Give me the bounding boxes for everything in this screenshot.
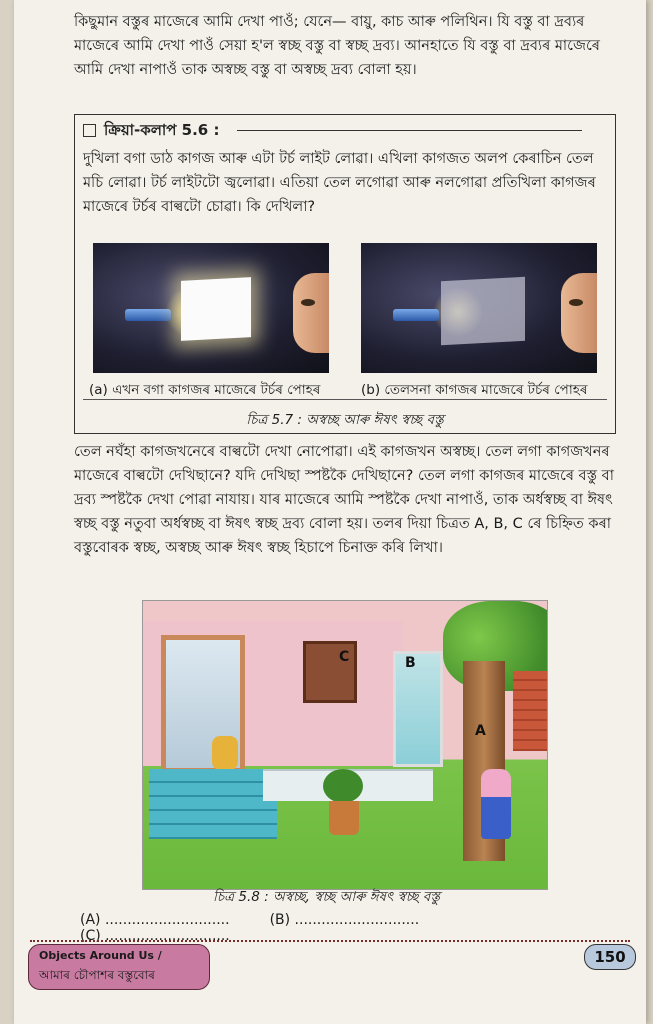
footer-assamese-title: আমাৰ চৌপাশৰ বস্তুবোৰ — [39, 968, 155, 982]
chapter-footer-box — [28, 944, 210, 990]
face-illustration — [561, 273, 597, 353]
face-illustration — [293, 273, 329, 353]
glass-door — [161, 635, 245, 773]
eye — [569, 299, 583, 306]
footer-english-title: Objects Around Us / — [39, 949, 162, 962]
label-b: B — [405, 655, 416, 671]
blank-a: (A) ............................ — [80, 912, 230, 928]
activity-text: দুখিলা বগা ডাঠ কাগজ আৰু এটা টৰ্চ লাইট লোৱা। এখিলা কাগজত অলপ কেৰাচিন তেল মচি লোৱা। টৰ্চ লাইটটো জ্বলোৱা। এতিয়া তেল লগোৱা আৰু নলগোৱা প্ৰতিখিলা কাগজৰ মাজেৰে টৰ্চৰ বাল্বটো চোৱা। কি দেখিলা? — [83, 151, 596, 215]
frosted-glass-panel — [393, 651, 443, 767]
torch-paper-image-b — [361, 243, 597, 373]
torch-icon — [125, 309, 171, 321]
white-paper — [181, 277, 251, 341]
textbook-page — [14, 0, 646, 1024]
activity-heading — [83, 119, 219, 144]
blank-c: (C) ............................ — [80, 928, 230, 944]
caption-divider — [83, 399, 607, 400]
brick-wall — [513, 671, 547, 751]
label-c: C — [339, 649, 350, 665]
plant-icon — [323, 769, 363, 803]
checkbox-icon — [83, 124, 96, 137]
explanation-paragraph: তেল নঘঁহা কাগজখনেৰে বাল্বটো দেখা নোপোৱা। এই কাগজখন অস্বচ্ছ। তেল লগা কাগজখনৰ মাজেৰে বাল্বটো দেখিছানে? যদি দেখিছা স্পষ্টকৈ দেখিছানে? তেল লগা কাগজৰ মাজেৰে বস্তু বা দ্ৰব্য স্পষ্টকৈ দেখা পোৱা নাযায়। যাৰ মাজেৰে আমি স্পষ্টকৈ দেখা নাপাওঁ, তাক অৰ্ধস্বচ্ছ বা ঈষৎ স্বচ্ছ বস্তু নতুবা অৰ্ধস্বচ্ছ বা ঈষৎ স্বচ্ছ দ্ৰব্য বোলা হয়। তলৰ দিয়া চিত্ৰত A, B, C ৰে চিহ্নিত কৰা বস্তুবোৰক স্বচ্ছ, অস্বচ্ছ আৰু ঈষৎ স্বচ্ছ হিচাপে চিনাক্ত কৰি লিখা। — [74, 444, 614, 556]
caption-b: (b) তেলসনা কাগজৰ মাজেৰে টৰ্চৰ পোহৰ — [361, 382, 588, 398]
girl-figure — [481, 769, 511, 839]
activity-title: ক্ৰিয়া-কলাপ 5.6 : — [104, 121, 220, 139]
activity-box — [74, 114, 616, 434]
steps — [149, 769, 277, 839]
eye — [301, 299, 315, 306]
torch-paper-image-a — [93, 243, 329, 373]
page-number: 150 — [584, 944, 636, 970]
boy-figure — [212, 736, 238, 770]
flower-pot — [329, 801, 359, 835]
figure-5-7-title: চিত্ৰ 5.7 : অস্বচ্ছ আৰু ঈষৎ স্বচ্ছ বস্তু — [246, 412, 444, 428]
blank-b: (B) ............................ — [269, 912, 420, 928]
intro-paragraph: কিছুমান বস্তুৰ মাজেৰে আমি দেখা পাওঁ; যেনে— বায়ু, কাচ আৰু পলিথিন। যি বস্তু বা দ্ৰব্যৰ মাজেৰে আমি দেখা পাওঁ সেয়া হ'ল স্বচ্ছ বস্তু বা স্বচ্ছ দ্ৰব্য। আনহাতে যি বস্তু বা দ্ৰব্যৰ মাজেৰে আমি দেখা নাপাওঁ তাক অস্বচ্ছ বস্তু বা অস্বচ্ছ দ্ৰব্য বোলা হয়। — [74, 14, 600, 78]
caption-a: (a) এখন বগা কাগজৰ মাজেৰে টৰ্চৰ পোহৰ — [89, 382, 321, 398]
label-a: A — [475, 723, 486, 739]
footer-dotted-rule — [30, 940, 630, 942]
torch-icon — [393, 309, 439, 321]
heading-rule — [237, 130, 582, 131]
house-scene-illustration — [142, 600, 548, 890]
oiled-paper — [441, 277, 525, 345]
figure-5-8-title: চিত্ৰ 5.8 : অস্বচ্ছ, স্বচ্ছ আৰু ঈষৎ স্বচ্ছ বস্তু — [213, 889, 440, 905]
